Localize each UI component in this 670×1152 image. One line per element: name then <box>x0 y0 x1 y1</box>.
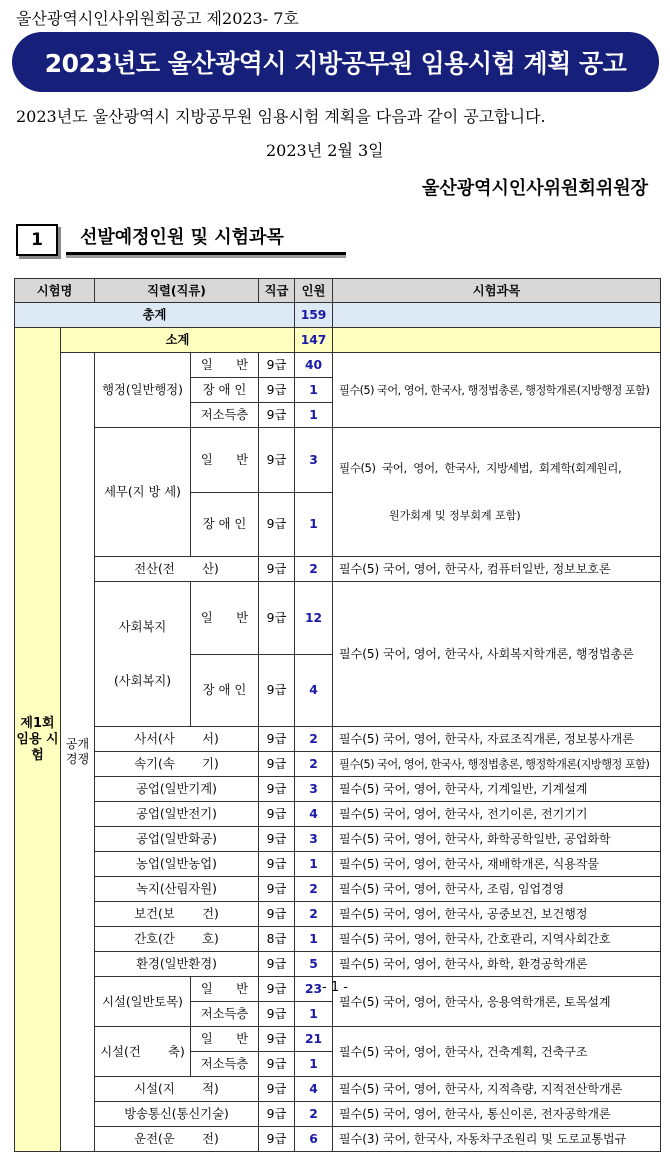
position-cell: 녹지(산림자원) <box>95 877 259 902</box>
subtotal-blank <box>333 328 661 353</box>
grade-cell: 9급 <box>259 1077 295 1102</box>
grade-cell: 9급 <box>259 1102 295 1127</box>
kind-cell: 일 반 <box>191 353 259 378</box>
table-row <box>15 802 661 827</box>
grade-cell: 9급 <box>259 777 295 802</box>
count-cell: 2 <box>295 727 333 752</box>
announcement-title: 2023년도 울산광역시 지방공무원 임용시험 계획 공고 <box>44 49 627 78</box>
page-number: - 1 - <box>322 980 348 995</box>
grade-cell: 9급 <box>259 802 295 827</box>
count-cell: 4 <box>295 1077 333 1102</box>
count-cell: 4 <box>295 654 333 727</box>
count-cell: 1 <box>295 927 333 952</box>
position-cell: 농업(일반농업) <box>95 852 259 877</box>
header-position: 직렬(직류) <box>95 279 259 303</box>
position-cell: 공업(일반전기) <box>95 802 259 827</box>
grade-cell: 9급 <box>259 557 295 582</box>
count-cell: 6 <box>295 1127 333 1152</box>
grade-cell: 9급 <box>259 852 295 877</box>
section-title: 선발예정인원 및 시험과목 <box>66 220 346 255</box>
subjects-cell: 필수(5) 국어, 영어, 한국사, 통신이론, 전자공학개론 <box>333 1102 661 1127</box>
table-header-row <box>15 279 661 303</box>
grade-cell: 9급 <box>259 827 295 852</box>
count-cell: 5 <box>295 952 333 977</box>
table-row <box>15 902 661 927</box>
subjects-cell: 필수(5) 국어, 영어, 한국사, 간호관리, 지역사회간호 <box>333 927 661 952</box>
position-cell: 방송통신(통신기술) <box>95 1102 259 1127</box>
grade-cell: 9급 <box>259 654 295 727</box>
subtotal-row <box>15 328 661 353</box>
kind-cell: 장 애 인 <box>191 654 259 727</box>
subjects-cell: 필수(5) 국어, 영어, 한국사, 건축계획, 건축구조 <box>333 1027 661 1077</box>
subjects-cell: 필수(5) 국어, 영어, 한국사, 화학, 환경공학개론 <box>333 952 661 977</box>
count-cell: 2 <box>295 752 333 777</box>
grade-cell: 9급 <box>259 1127 295 1152</box>
count-cell: 3 <box>295 428 333 493</box>
position-cell: 환경(일반환경) <box>95 952 259 977</box>
position-line2: (사회복지) <box>113 674 172 688</box>
subjects-cell: 필수(5) 국어, 영어, 한국사, 전기이론, 전기기기 <box>333 802 661 827</box>
grade-cell: 9급 <box>259 977 295 1002</box>
count-cell: 1 <box>295 492 333 557</box>
table-row <box>15 353 661 378</box>
count-cell: 1 <box>295 403 333 428</box>
kind-cell: 장 애 인 <box>191 378 259 403</box>
subjects-cell <box>333 428 661 557</box>
table-row <box>15 582 661 655</box>
subjects-cell: 필수(5) 국어, 영어, 한국사, 재배학개론, 식용작물 <box>333 852 661 877</box>
grade-cell: 9급 <box>259 877 295 902</box>
position-cell: 전산(전 산) <box>95 557 259 582</box>
subjects-cell: 필수(5) 국어, 영어, 한국사, 화학공학일반, 공업화학 <box>333 827 661 852</box>
total-label: 총계 <box>15 303 295 328</box>
table-row <box>15 1127 661 1152</box>
kind-cell: 장 애 인 <box>191 492 259 557</box>
count-cell: 1 <box>295 852 333 877</box>
position-cell: 시설(건 축) <box>95 1027 191 1077</box>
grade-cell: 8급 <box>259 927 295 952</box>
subjects-cell: 필수(5) 국어, 영어, 한국사, 공중보건, 보건행정 <box>333 902 661 927</box>
kind-cell: 저소득층 <box>191 1052 259 1077</box>
subjects-cell: 필수(5) 국어, 영어, 한국사, 응용역학개론, 토목설계 <box>333 977 661 1027</box>
count-cell: 12 <box>295 582 333 655</box>
subjects-cell <box>333 353 661 428</box>
announcement-date: 2023년 2월 3일 <box>266 141 384 160</box>
subjects-cell <box>333 752 661 777</box>
position-cell: 사서(사 서) <box>95 727 259 752</box>
subjects-text-line1: 필수(5) 국어, 영어, 한국사, 지방세법, 회계학(회계원리, <box>339 461 622 475</box>
count-cell: 3 <box>295 827 333 852</box>
subjects-text: 필수(5) 국어, 영어, 한국사, 행정법총론, 행정학개론(지방행정 포함) <box>339 383 650 397</box>
table-row <box>15 952 661 977</box>
table-row <box>15 1077 661 1102</box>
subtotal-count: 147 <box>295 328 333 353</box>
notice-number: 울산광역시인사위원회공고 제2023- 7호 <box>16 9 299 28</box>
grade-cell: 9급 <box>259 428 295 493</box>
kind-cell: 일 반 <box>191 582 259 655</box>
position-cell: 운전(운 전) <box>95 1127 259 1152</box>
position-cell <box>95 582 191 727</box>
section-number: 1 <box>16 224 58 256</box>
table-row <box>15 852 661 877</box>
grade-cell: 9급 <box>259 727 295 752</box>
header-count: 인원 <box>295 279 333 303</box>
count-cell: 2 <box>295 877 333 902</box>
total-row <box>15 303 661 328</box>
subjects-text: 필수(5) 국어, 영어, 한국사, 행정법총론, 행정학개론(지방행정 포함) <box>339 757 650 771</box>
table-row <box>15 557 661 582</box>
subtotal-label: 소계 <box>61 328 295 353</box>
issuer: 울산광역시인사위원회위원장 <box>421 178 648 199</box>
subjects-cell: 필수(5) 국어, 영어, 한국사, 컴퓨터일반, 정보보호론 <box>333 557 661 582</box>
count-cell: 1 <box>295 1002 333 1027</box>
position-cell: 세무(지 방 세) <box>95 428 191 557</box>
position-cell: 보건(보 건) <box>95 902 259 927</box>
kind-cell: 일 반 <box>191 1027 259 1052</box>
kind-cell: 일 반 <box>191 428 259 493</box>
count-cell: 3 <box>295 777 333 802</box>
grade-cell: 9급 <box>259 403 295 428</box>
grade-cell: 9급 <box>259 1002 295 1027</box>
count-cell: 2 <box>295 902 333 927</box>
count-cell: 1 <box>295 378 333 403</box>
count-cell: 2 <box>295 1102 333 1127</box>
subjects-cell: 필수(5) 국어, 영어, 한국사, 조림, 임업경영 <box>333 877 661 902</box>
total-blank <box>333 303 661 328</box>
count-cell: 1 <box>295 1052 333 1077</box>
announcement-title-banner <box>12 32 659 92</box>
table-row <box>15 777 661 802</box>
kind-cell: 저소득층 <box>191 1002 259 1027</box>
table-row <box>15 752 661 777</box>
grade-cell: 9급 <box>259 492 295 557</box>
count-cell: 40 <box>295 353 333 378</box>
position-cell: 속기(속 기) <box>95 752 259 777</box>
grade-cell: 9급 <box>259 1027 295 1052</box>
grade-cell: 9급 <box>259 902 295 927</box>
grade-cell: 9급 <box>259 952 295 977</box>
subjects-cell: 필수(5) 국어, 영어, 한국사, 자료조직개론, 정보봉사개론 <box>333 727 661 752</box>
position-cell: 시설(일반토목) <box>95 977 191 1027</box>
position-line1: 사회복지 <box>118 620 167 634</box>
table-row <box>15 927 661 952</box>
grade-cell: 9급 <box>259 582 295 655</box>
subjects-cell: 필수(5) 국어, 영어, 한국사, 지적측량, 지적전산학개론 <box>333 1077 661 1102</box>
position-cell: 행정(일반행정) <box>95 353 191 428</box>
position-cell: 공업(일반화공) <box>95 827 259 852</box>
table-row <box>15 877 661 902</box>
header-grade: 직급 <box>259 279 295 303</box>
subjects-cell: 필수(5) 국어, 영어, 한국사, 사회복지학개론, 행정법총론 <box>333 582 661 727</box>
kind-cell: 저소득층 <box>191 403 259 428</box>
count-cell: 21 <box>295 1027 333 1052</box>
table-row <box>15 827 661 852</box>
table-row <box>15 428 661 493</box>
header-subjects: 시험과목 <box>333 279 661 303</box>
kind-cell: 일 반 <box>191 977 259 1002</box>
grade-cell: 9급 <box>259 1052 295 1077</box>
position-cell: 간호(간 호) <box>95 927 259 952</box>
grade-cell: 9급 <box>259 752 295 777</box>
count-cell: 4 <box>295 802 333 827</box>
header-exam: 시험명 <box>15 279 95 303</box>
count-cell: 2 <box>295 557 333 582</box>
grade-cell: 9급 <box>259 378 295 403</box>
grade-cell: 9급 <box>259 353 295 378</box>
table-row <box>15 727 661 752</box>
total-count: 159 <box>295 303 333 328</box>
subjects-cell: 필수(5) 국어, 영어, 한국사, 기계일반, 기계설계 <box>333 777 661 802</box>
position-cell: 공업(일반기계) <box>95 777 259 802</box>
position-cell: 시설(지 적) <box>95 1077 259 1102</box>
exam-method: 공개 경쟁 <box>61 353 95 1152</box>
subjects-cell: 필수(3) 국어, 한국사, 자동차구조원리 및 도로교통법규 <box>333 1127 661 1152</box>
intro-text: 2023년도 울산광역시 지방공무원 임용시험 계획을 다음과 같이 공고합니다. <box>16 107 546 126</box>
exam-name: 제1회 임용 시험 <box>15 328 61 1152</box>
subjects-text-line2: 원가회계 및 정부회계 포함) <box>389 509 521 522</box>
count-cell: 23 <box>295 977 333 1002</box>
recruitment-table <box>14 278 661 1152</box>
table-row <box>15 1027 661 1052</box>
table-row <box>15 1102 661 1127</box>
